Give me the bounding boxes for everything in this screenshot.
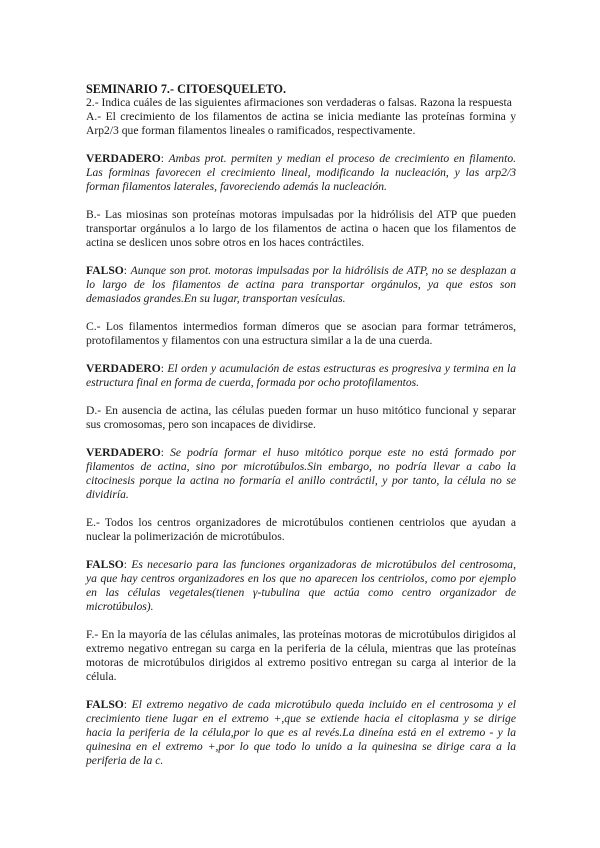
statement-b: B.- Las miosinas son proteínas motoras impulsadas por la hidrólisis del ATP que pueden transportar orgánulos a lo largo de los filamentos de actina o hacen que los filamentos de actina se deslicen unos sobre otros en los haces contráctiles.	[86, 208, 516, 249]
verdict-f: FALSO	[86, 698, 124, 711]
statement-f: F.- En la mayoría de las células animales, las proteínas motoras de microtúbulos dirigidos al extremo negativo entregan su carga en la periferia de la célula, mientras que las proteínas motoras de microtúbulos dirigidos al extremo positivo entregan su carga al interior de la célula.	[86, 628, 516, 683]
item-c	[86, 320, 516, 390]
item-d	[86, 404, 516, 502]
verdict-e: FALSO	[86, 558, 124, 571]
answer-d: VERDADERO: Se podría formar el huso mitótico porque este no está formado por filamentos de actina, sino por microtúbulos.Sin embargo, no podría llevar a cabo la citocinesis porque la actina no formaría el anillo contráctil, y por tanto, la célula no se dividiría.	[86, 446, 516, 501]
item-b	[86, 208, 516, 306]
explanation-f: El extremo negativo de cada microtúbulo queda incluido en el centrosoma y el crecimiento tiene lugar en el extremo +,que se extiende hacia el citoplasma y se dirige hacia la periferia de la célula,por lo que es al revés.La dineína está en el extremo - y la quinesina en el extremo +,por lo que todo lo unido a la quinesina se dirige cara a la periferia de la c.	[86, 698, 517, 767]
statement-d: D.- En ausencia de actina, las células pueden formar un huso mitótico funcional y separar sus cromosomas, pero son incapaces de dividirse.	[86, 404, 516, 431]
statement-a: A.- El crecimiento de los filamentos de actina se inicia mediante las proteínas formina y Arp2/3 que forman filamentos lineales o ramificados, respectivamente.	[86, 110, 516, 137]
explanation-a: Ambas prot. permiten y median el proceso de crecimiento en filamento. Las forminas favorecen el crecimiento lineal, modificando la nucleación, y las arp2/3 forman filamentos laterales, favoreciendo además la nucleación.	[86, 152, 517, 193]
item-f	[86, 628, 516, 768]
instructions: 2.- Indica cuáles de las siguientes afirmaciones son verdaderas o falsas. Razona la respuesta	[86, 96, 512, 109]
answer-f: FALSO: El extremo negativo de cada microtúbulo queda incluido en el centrosoma y el crecimiento tiene lugar en el extremo +,que se extiende hacia el citoplasma y se dirige hacia la periferia de la célula,por lo que es al revés.La dineína está en el extremo - y la quinesina en el extremo +,por lo que todo lo unido a la quinesina se dirige cara a la periferia de la c.	[86, 698, 517, 767]
answer-b: FALSO: Aunque son prot. motoras impulsadas por la hidrólisis de ATP, no se desplazan a lo largo de los filamentos de actina para transportar orgánulos, ya que estos son demasiados grandes.En su lugar, transportan vesículas.	[86, 264, 516, 305]
statement-e: E.- Todos los centros organizadores de microtúbulos contienen centriolos que ayudan a nuclear la polimerización de microtúbulos.	[86, 516, 516, 543]
explanation-b: Aunque son prot. motoras impulsadas por la hidrólisis de ATP, no se desplazan a lo largo de los filamentos de actina para transportar orgánulos, ya que estos son demasiados grandes.En su lugar, transportan vesículas.	[86, 264, 516, 305]
statement-c: C.- Los filamentos intermedios forman dímeros que se asocian para formar tetrámeros, protofilamentos y filamentos con una estructura similar a la de una cuerda.	[86, 320, 516, 347]
explanation-c: El orden y acumulación de estas estructuras es progresiva y termina en la estructura final en forma de cuerda, formada por ocho protofilamentos.	[86, 362, 516, 389]
verdict-b: FALSO	[86, 264, 124, 277]
explanation-d: Se podría formar el huso mitótico porque este no está formado por filamentos de actina, sino por microtúbulos.Sin embargo, no podría llevar a cabo la citocinesis porque la actina no formaría el anillo contráctil, y por tanto, la célula no se dividiría.	[86, 446, 516, 501]
item-e	[86, 516, 516, 614]
answer-e: FALSO: Es necesario para las funciones organizadoras de microtúbulos del centrosoma, ya que hay centros organizadores en los que no aparecen los centriolos, como por ejemplo en las células vegetales(tienen γ-tubulina que actúa como centro organizador de microtúbulos).	[86, 558, 517, 613]
verdict-d: VERDADERO	[86, 446, 161, 459]
item-a	[86, 110, 516, 194]
explanation-e: Es necesario para las funciones organizadoras de microtúbulos del centrosoma, ya que hay centros organizadores en los que no aparecen los centriolos, como por ejemplo en las células vegetales(tienen γ-tubulina que actúa como centro organizador de microtúbulos).	[86, 558, 517, 613]
document-title: SEMINARIO 7.- CITOESQUELETO.	[86, 82, 287, 96]
answer-c: VERDADERO: El orden y acumulación de estas estructuras es progresiva y termina en la estructura final en forma de cuerda, formada por ocho protofilamentos.	[86, 362, 516, 389]
verdict-c: VERDADERO	[86, 362, 161, 375]
verdict-a: VERDADERO	[86, 152, 161, 165]
answer-a: VERDADERO: Ambas prot. permiten y median el proceso de crecimiento en filamento. Las forminas favorecen el crecimiento lineal, modificando la nucleación, y las arp2/3 forman filamentos laterales, favoreciendo además la nucleación.	[86, 152, 517, 193]
